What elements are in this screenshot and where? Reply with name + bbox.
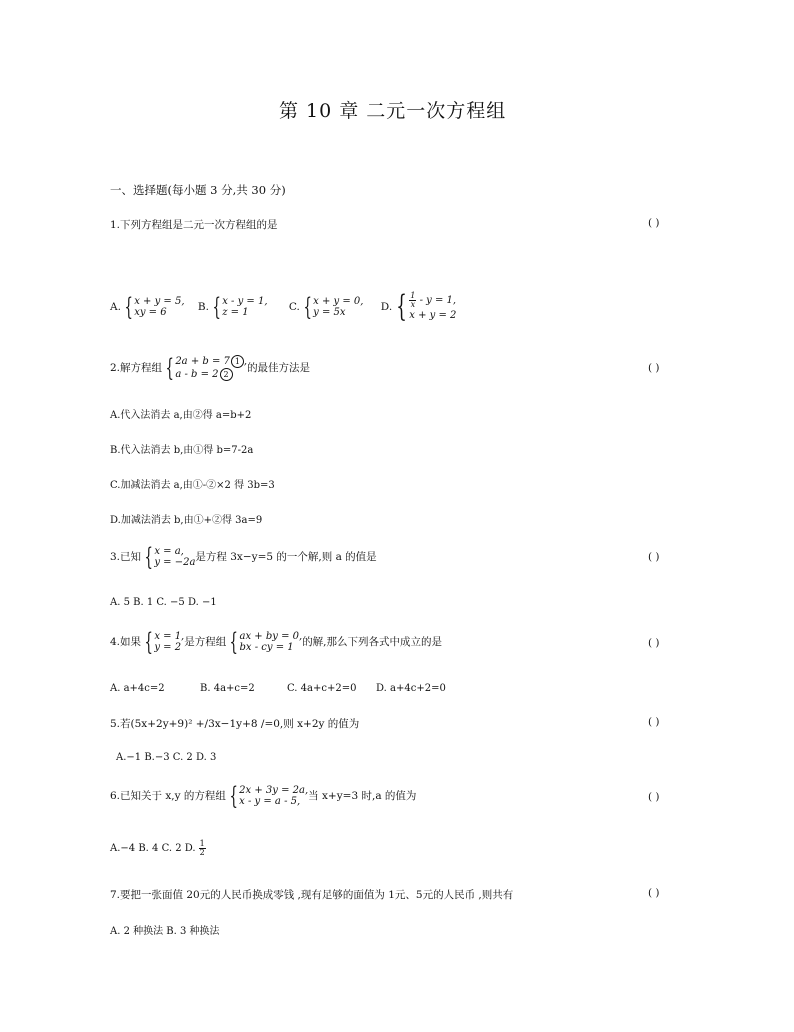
q5-options: A.−1 B.−3 C. 2 D. 3 — [116, 752, 217, 763]
q4-option-c: C. 4a+c+2=0 — [287, 683, 357, 694]
q1-option-b: B. { x - y = 1, z = 1 — [197, 293, 268, 321]
q1-option-d: D. { $\frac{1}{x}$ - y = 1, x + y = 2 — [380, 289, 457, 324]
question-7-stem: 7.要把一张面值 20元的人民币换成零钱 ,现有足够的面值为 1元、5元的人民币 ,则共有 — [110, 889, 514, 901]
answer-paren-3: ( ) — [648, 551, 660, 563]
q2-option-d: D.加减法消去 b,由①+②得 3a=9 — [110, 515, 263, 526]
question-3-stem: 3.已知 { x = a, y = −2a 是方程 3x−y=5 的一个解,则 a 的值是 — [110, 543, 377, 571]
answer-paren-6: ( ) — [648, 791, 660, 803]
question-6-stem: 6.已知关于 x,y 的方程组 { 2x + 3y = 2a, x - y = a - 5, 当 x+y=3 时,a 的值为 — [110, 782, 417, 810]
answer-paren-1: ( ) — [648, 217, 660, 229]
question-4-stem: 4.如果 { x = 1, y = 2 是方程组 { ax + by = 0, bx - cy = 1 的解,那么下列各式中成立的是 — [110, 628, 443, 656]
answer-paren-5: ( ) — [648, 716, 660, 728]
question-1-options — [110, 289, 457, 324]
q2-option-c: C.加减法消去 a,由①-②×2 得 3b=3 — [110, 480, 275, 491]
answer-paren-2: ( ) — [648, 362, 660, 374]
q1-option-a: A. { x + y = 5, xy = 6 — [110, 293, 185, 321]
q4-option-b: B. 4a+c=2 — [200, 683, 255, 694]
page-title: 第 10 章 二元一次方程组 — [279, 100, 507, 122]
q2-option-b: B.代入法消去 b,由①得 b=7-2a — [110, 445, 254, 456]
q4-option-a: A. a+4c=2 — [110, 683, 165, 694]
question-5-stem: 5.若(5x+2y+9)² +/3x−1y+8 /=0,则 x+2y 的值为 — [110, 718, 360, 730]
section-heading: 一、选择题(每小题 3 分,共 30 分) — [110, 183, 286, 197]
q1-option-c: C. { x + y = 0, y = 5x — [288, 293, 364, 321]
q7-options: A. 2 种换法 B. 3 种换法 — [110, 926, 220, 937]
q6-options: A.−4 B. 4 C. 2 D. $\frac{1}{2}$ — [110, 839, 205, 857]
q3-options: A. 5 B. 1 C. −5 D. −1 — [110, 597, 217, 608]
answer-paren-7: ( ) — [648, 887, 660, 899]
question-2-stem: 2.解方程组 { 2a + b = 7 1 , a - b = 2 2 的最佳方法是 — [110, 354, 311, 382]
q4-option-d: D. a+4c+2=0 — [376, 683, 446, 694]
q2-option-a: A.代入法消去 a,由②得 a=b+2 — [110, 410, 252, 421]
answer-paren-4: ( ) — [648, 637, 660, 649]
question-1-stem: 1.下列方程组是二元一次方程组的是 — [110, 219, 278, 231]
